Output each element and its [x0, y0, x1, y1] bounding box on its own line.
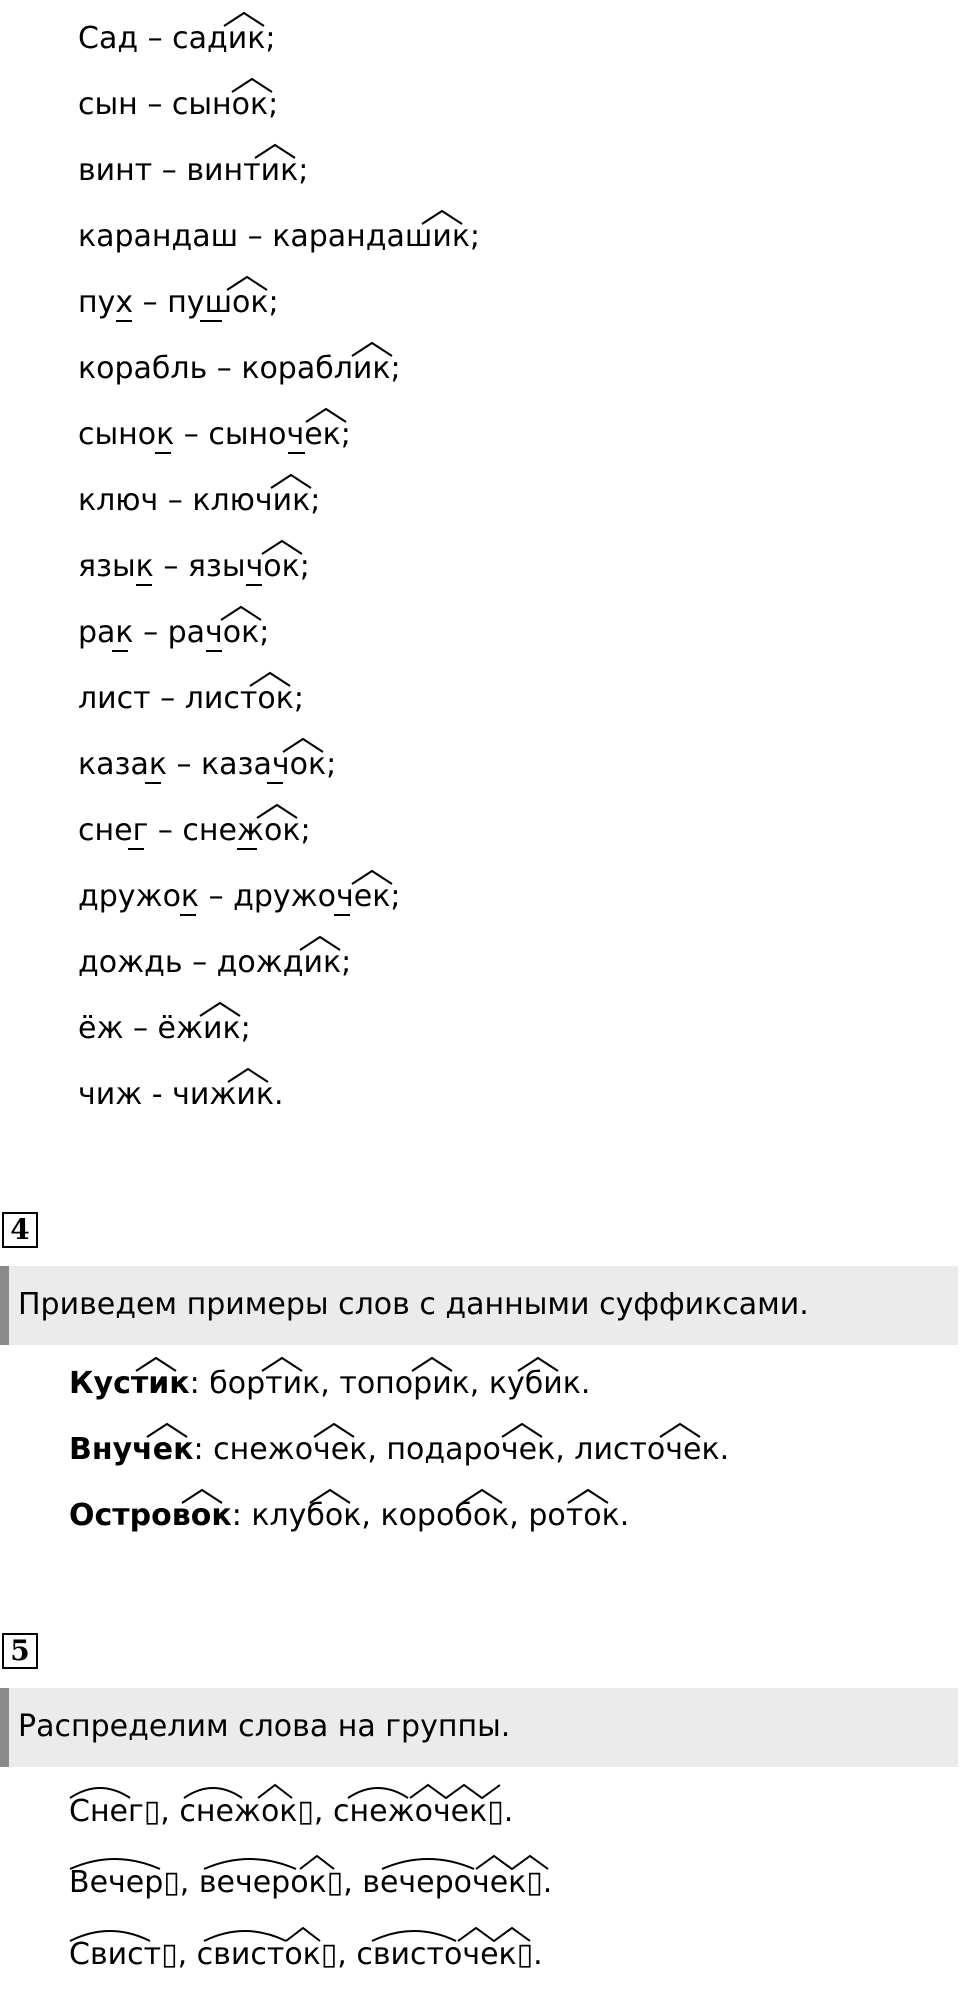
word-pair: снег – снежок; — [78, 813, 311, 848]
word-pair: ключ – ключик; — [78, 483, 321, 518]
task4-instruction: Приведем примеры слов с данными суффиксами. — [18, 1287, 809, 1322]
word-pair: язык – язычок; — [78, 549, 310, 584]
suffix-head-word: Внучек — [69, 1432, 194, 1467]
word-pair: пух – пушок; — [78, 285, 279, 320]
word-pair: дружок – дружочек; — [78, 879, 401, 914]
task4-example-row — [69, 1430, 729, 1470]
word-pair: ёж – ёжик; — [78, 1011, 251, 1046]
task4-instruction-banner — [0, 1266, 958, 1345]
example-words: : бортик, топорик, кубик. — [189, 1366, 591, 1401]
word-pair: дождь – дождик; — [78, 945, 352, 980]
task5-group-row: Снег▯, снежок▯, снежочек▯. — [69, 1794, 514, 1829]
task5-instruction: Распределим слова на группы. — [18, 1709, 511, 1744]
task-number-5: 5 — [2, 1633, 38, 1669]
word-pair: чиж - чижик. — [78, 1077, 284, 1112]
word-pair: казак – казачок; — [78, 747, 337, 782]
word-pair: рак – рачок; — [78, 615, 270, 650]
task4-example-row — [69, 1496, 629, 1536]
task4-example-row — [69, 1364, 590, 1404]
task5-group-row: Свист▯, свисток▯, свисточек▯. — [69, 1937, 543, 1972]
word-pair: винт – винтик; — [78, 153, 309, 188]
word-pair: корабль – кораблик; — [78, 351, 401, 386]
word-pair: сын – сынок; — [78, 87, 279, 122]
word-pair: сынок – сыночек; — [78, 417, 351, 452]
suffix-head-word: Кустик — [69, 1366, 190, 1401]
suffix-head-word: Островок — [69, 1498, 232, 1533]
task-number-4: 4 — [2, 1212, 38, 1248]
word-pair: лист – листок; — [78, 681, 304, 716]
task5-instruction-banner — [0, 1688, 958, 1767]
word-pair: карандаш – карандашик; — [78, 219, 481, 254]
example-words: : клубок, коробок, роток. — [231, 1498, 630, 1533]
task5-group-row: Вечер▯, вечерок▯, вечерочек▯. — [69, 1865, 553, 1900]
example-words: : снежочек, подарочек, листочек. — [193, 1432, 730, 1467]
word-pair: Сад – садик; — [78, 21, 276, 56]
